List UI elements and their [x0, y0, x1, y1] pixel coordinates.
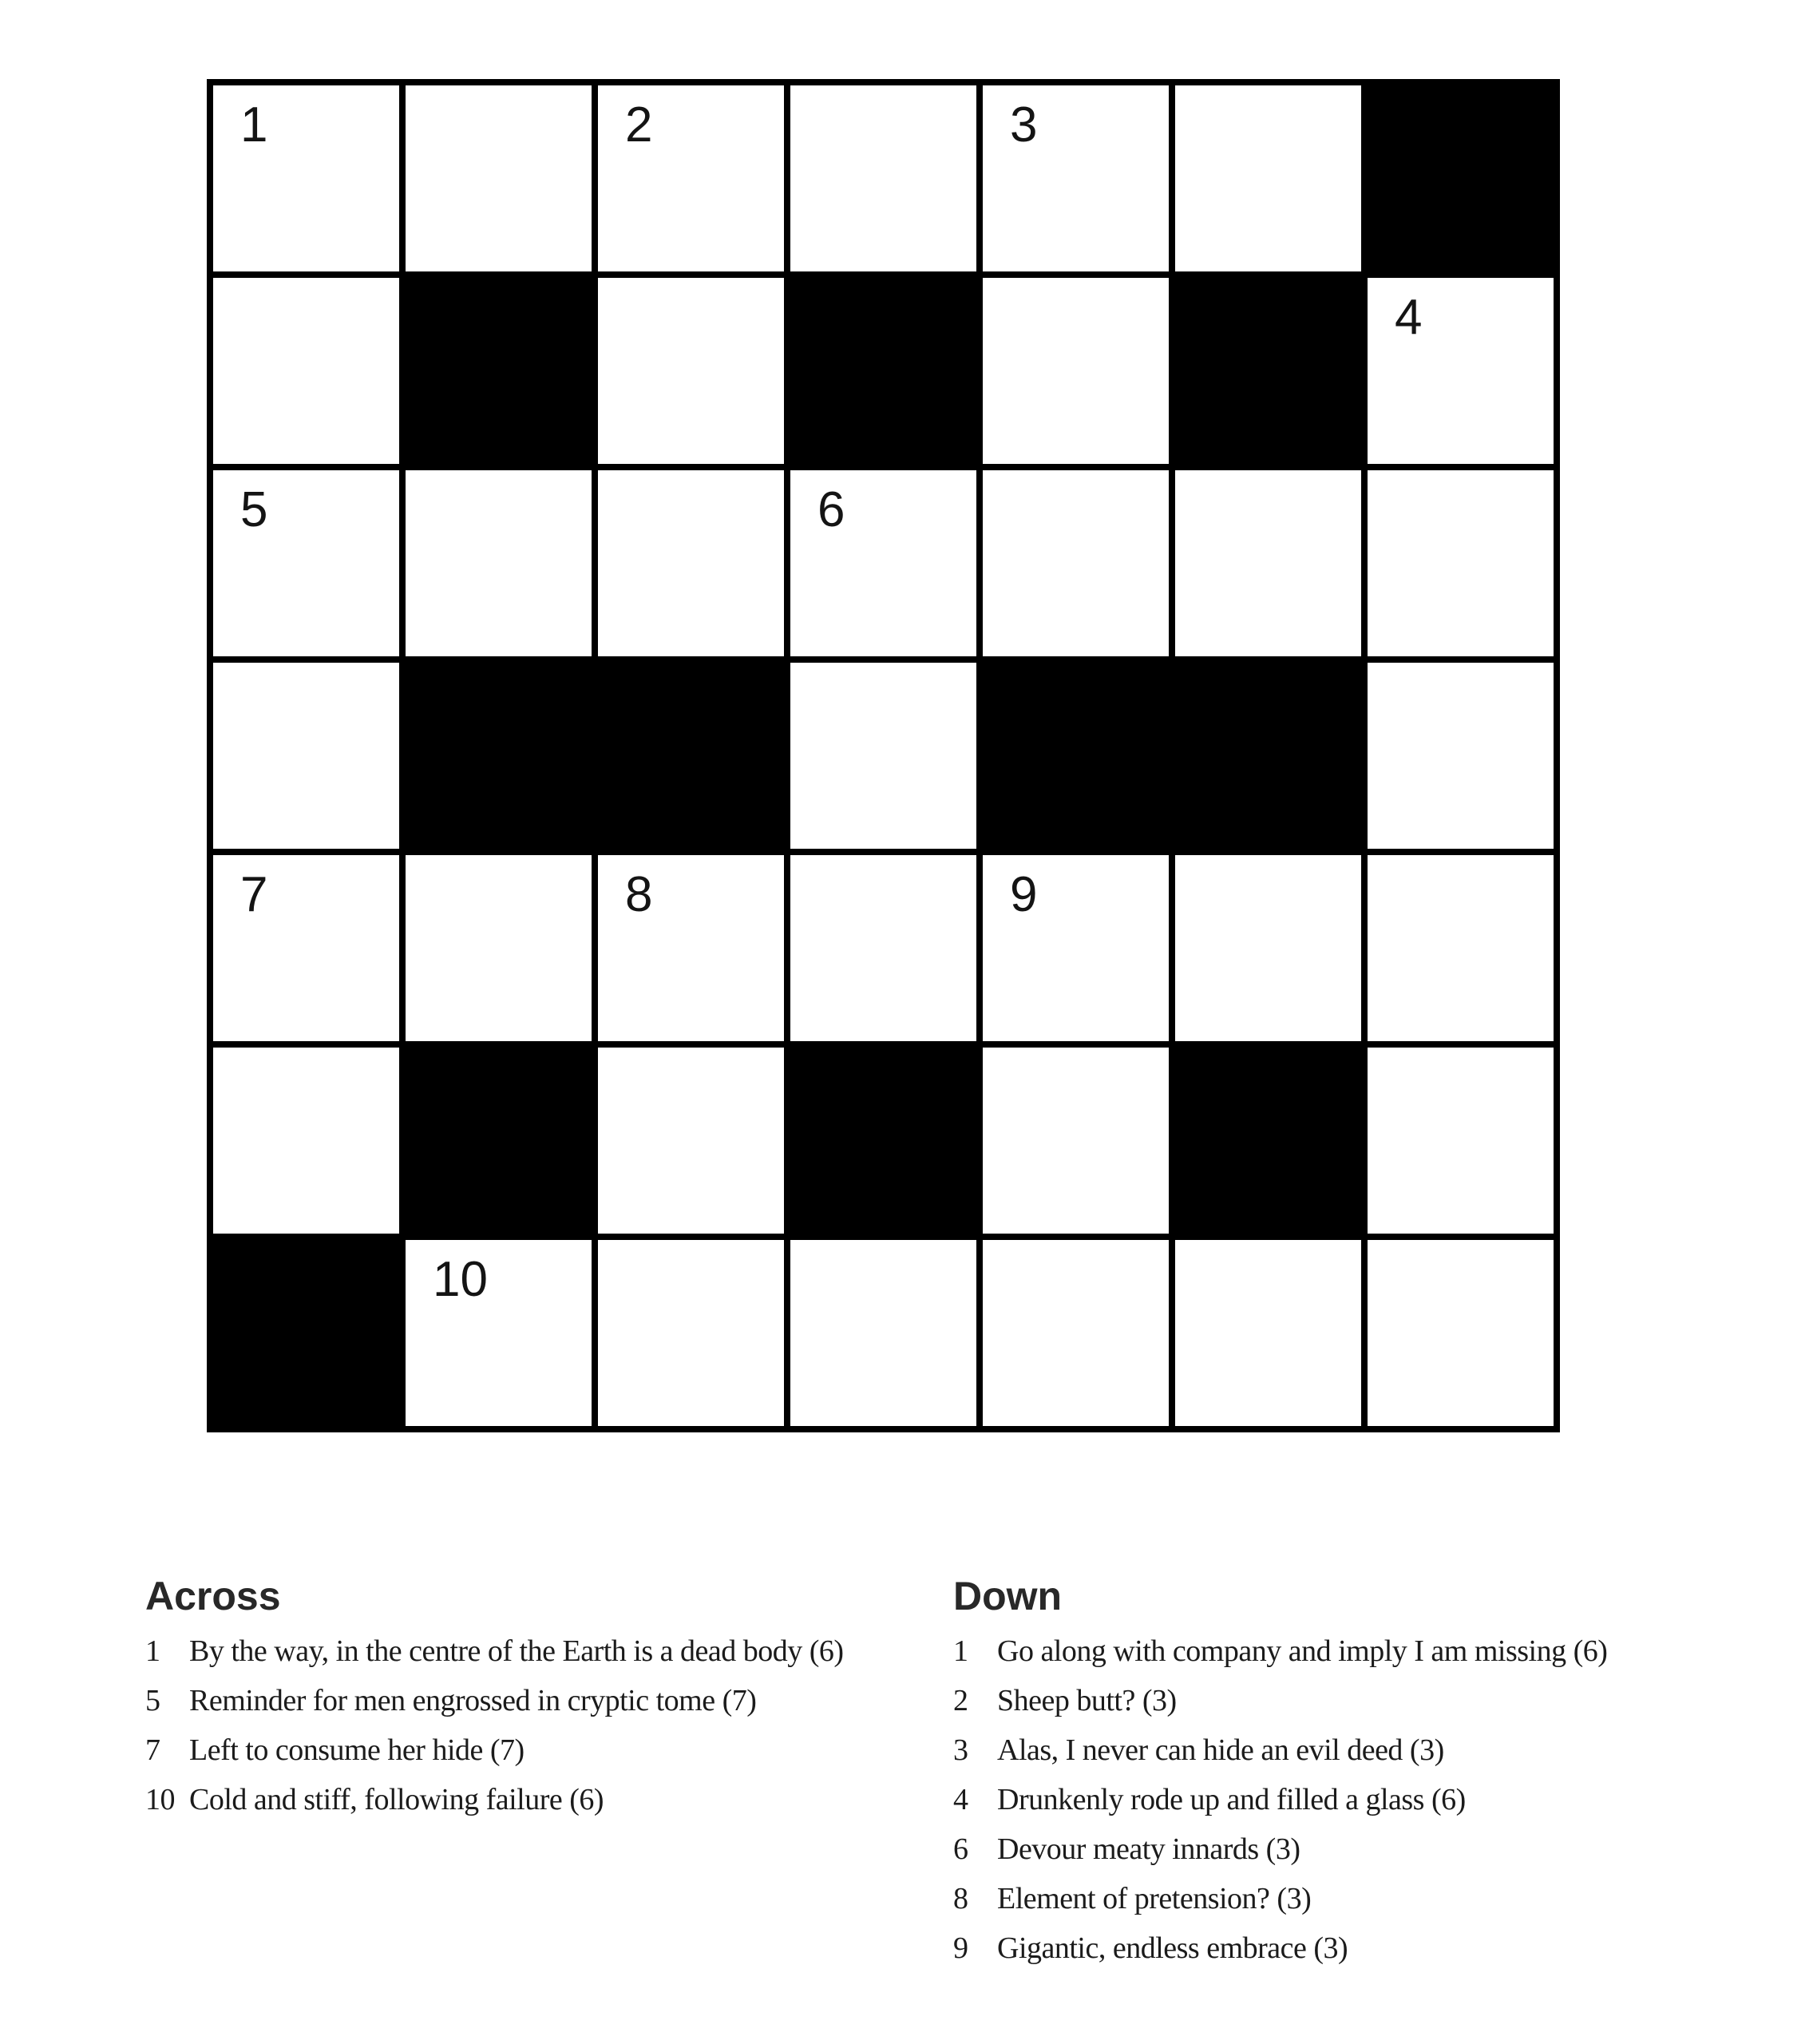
grid-cell-r3c2[interactable] [406, 470, 592, 656]
grid-black-cell-r6c2 [406, 1048, 592, 1234]
grid-cell-r5c6[interactable] [1175, 855, 1361, 1041]
cell-number: 6 [817, 482, 845, 537]
clue-text: Left to consume her hide (7) [189, 1733, 525, 1767]
grid-cell-r6c1[interactable] [213, 1048, 399, 1234]
grid-cell-r2c3[interactable] [598, 278, 784, 464]
clue-text: By the way, in the centre of the Earth is a dead body (6) [189, 1634, 844, 1668]
down-clue-6 [953, 1824, 1815, 1874]
clue-number: 7 [145, 1733, 160, 1767]
grid-black-cell-r6c6 [1175, 1048, 1361, 1234]
down-section [953, 1576, 1815, 1973]
clue-text: Devour meaty innards (3) [997, 1832, 1300, 1866]
clue-number: 2 [953, 1684, 968, 1717]
clue-text: Alas, I never can hide an evil deed (3) [997, 1733, 1444, 1767]
clue-number: 10 [145, 1783, 175, 1816]
cell-number: 1 [240, 97, 268, 153]
grid-cell-r5c2[interactable] [406, 855, 592, 1041]
clue-number: 4 [953, 1783, 968, 1816]
grid-black-cell-r7c1 [213, 1240, 399, 1426]
grid-black-cell-r4c5 [983, 663, 1169, 849]
grid-cell-r1c6[interactable] [1175, 85, 1361, 271]
grid-cell-r4c7[interactable] [1368, 663, 1554, 849]
clue-number: 6 [953, 1832, 968, 1866]
clue-number: 1 [145, 1634, 160, 1668]
clue-number: 8 [953, 1882, 968, 1915]
grid-cell-r3c7[interactable] [1368, 470, 1554, 656]
grid-cell-r5c7[interactable] [1368, 855, 1554, 1041]
grid-cell-r2c1[interactable] [213, 278, 399, 464]
grid-cell-r7c4[interactable] [790, 1240, 976, 1426]
cell-number: 4 [1395, 290, 1423, 345]
grid-cell-r7c2[interactable] [406, 1240, 592, 1426]
grid-cell-r6c5[interactable] [983, 1048, 1169, 1234]
grid-cell-r6c3[interactable] [598, 1048, 784, 1234]
grid-cell-r1c3[interactable] [598, 85, 784, 271]
cell-number: 2 [625, 97, 653, 153]
grid-black-cell-r2c2 [406, 278, 592, 464]
clue-text: Sheep butt? (3) [997, 1684, 1177, 1717]
clue-text: Cold and stiff, following failure (6) [189, 1783, 604, 1816]
clue-number: 1 [953, 1634, 968, 1668]
down-clue-2 [953, 1676, 1815, 1725]
cell-number: 5 [240, 482, 268, 537]
across-clue-7 [145, 1725, 948, 1775]
grid-black-cell-r4c6 [1175, 663, 1361, 849]
across-clue-1 [145, 1626, 948, 1676]
grid-cell-r1c1[interactable] [213, 85, 399, 271]
grid-cell-r7c5[interactable] [983, 1240, 1169, 1426]
cell-number: 9 [1010, 867, 1038, 922]
clue-text: Gigantic, endless embrace (3) [997, 1931, 1348, 1965]
clue-text: Go along with company and imply I am missing (6) [997, 1634, 1608, 1668]
grid-cell-r5c4[interactable] [790, 855, 976, 1041]
grid-cell-r3c4[interactable] [790, 470, 976, 656]
down-clue-list [953, 1626, 1815, 1973]
grid-cell-r7c3[interactable] [598, 1240, 784, 1426]
grid-cell-r2c7[interactable] [1368, 278, 1554, 464]
cell-number: 8 [625, 867, 653, 922]
grid-black-cell-r2c4 [790, 278, 976, 464]
clue-text: Reminder for men engrossed in cryptic tome (7) [189, 1684, 757, 1717]
clue-number: 9 [953, 1931, 968, 1965]
grid-cell-r3c1[interactable] [213, 470, 399, 656]
grid-cell-r7c6[interactable] [1175, 1240, 1361, 1426]
grid-cell-r7c7[interactable] [1368, 1240, 1554, 1426]
grid-cell-r1c2[interactable] [406, 85, 592, 271]
across-clue-list [145, 1626, 948, 1824]
across-heading: Across [145, 1574, 281, 1618]
clue-text: Drunkenly rode up and filled a glass (6) [997, 1783, 1466, 1816]
grid-black-cell-r2c6 [1175, 278, 1361, 464]
down-clue-3 [953, 1725, 1815, 1775]
grid-black-cell-r1c7 [1368, 85, 1554, 271]
across-clue-10 [145, 1775, 948, 1824]
clue-number: 5 [145, 1684, 160, 1717]
grid-cell-r4c1[interactable] [213, 663, 399, 849]
grid-cell-r5c1[interactable] [213, 855, 399, 1041]
grid-cell-r3c3[interactable] [598, 470, 784, 656]
grid-cell-r1c5[interactable] [983, 85, 1169, 271]
grid-cell-r4c4[interactable] [790, 663, 976, 849]
grid-cell-r6c7[interactable] [1368, 1048, 1554, 1234]
across-clue-5 [145, 1676, 948, 1725]
grid-cell-r3c5[interactable] [983, 470, 1169, 656]
cell-number: 10 [433, 1252, 488, 1307]
cell-number: 7 [240, 867, 268, 922]
down-clue-4 [953, 1775, 1815, 1824]
down-heading: Down [953, 1574, 1063, 1618]
crossword-grid [207, 79, 1560, 1432]
grid-cell-r5c3[interactable] [598, 855, 784, 1041]
grid-cell-r5c5[interactable] [983, 855, 1169, 1041]
down-clue-1 [953, 1626, 1815, 1676]
across-section [145, 1576, 948, 1824]
down-clue-9 [953, 1923, 1815, 1973]
grid-cell-r2c5[interactable] [983, 278, 1169, 464]
grid-cell-r1c4[interactable] [790, 85, 976, 271]
grid-black-cell-r6c4 [790, 1048, 976, 1234]
clue-text: Element of pretension? (3) [997, 1882, 1312, 1915]
grid-black-cell-r4c3 [598, 663, 784, 849]
cell-number: 3 [1010, 97, 1038, 153]
down-clue-8 [953, 1874, 1815, 1923]
grid-cell-r3c6[interactable] [1175, 470, 1361, 656]
clue-number: 3 [953, 1733, 968, 1767]
grid-black-cell-r4c2 [406, 663, 592, 849]
